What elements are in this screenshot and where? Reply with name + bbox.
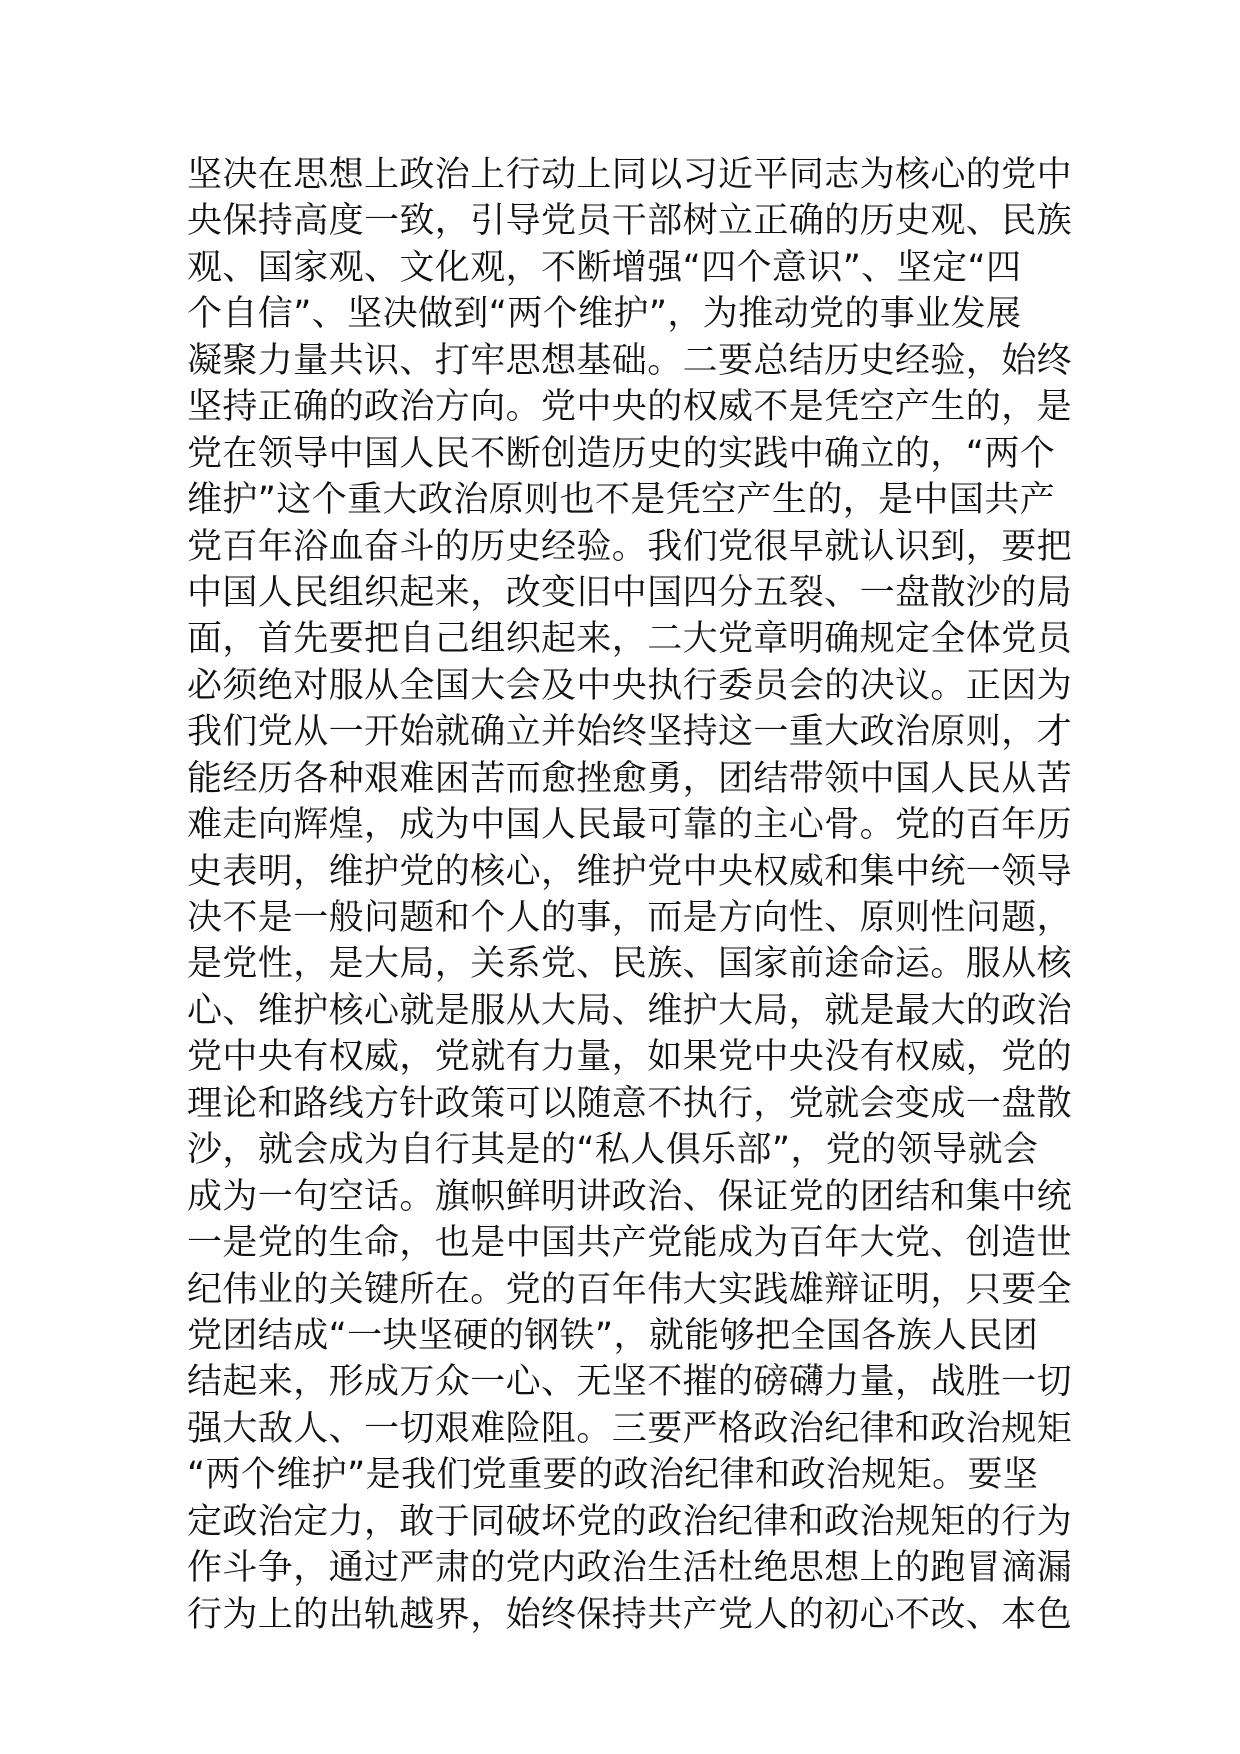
text-line-26: 党团结成“一块坚硬的钢铁”，就能够把全国各族人民团 (187, 1315, 1039, 1356)
text-line-13: 我们党从一开始就确立并始终坚持这一重大政治原则，才 (187, 712, 1073, 753)
body-text (187, 152, 1073, 1638)
text-line-17: 决不是一般问题和个人的事，而是方向性、原则性问题， (187, 898, 1073, 938)
text-line-8: 维护”这个重大政治原则也不是凭空产生的，是中国共产 (187, 480, 1056, 521)
text-line-31: 作斗争，通过严肃的党内政治生活杜绝思想上的跑冒滴漏 (187, 1548, 1073, 1589)
text-line-14: 能经历各种艰难困苦而愈挫愈勇，团结带领中国人民从苦 (187, 758, 1073, 799)
text-line-29: “两个维护”是我们党重要的政治纪律和政治规矩。要坚 (187, 1455, 1039, 1496)
text-line-11: 面，首先要把自己组织起来，二大党章明确规定全体党员 (187, 619, 1073, 660)
text-line-21: 理论和路线方针政策可以随意不执行，党就会变成一盘散 (187, 1083, 1073, 1124)
text-line-10: 中国人民组织起来，改变旧中国四分五裂、一盘散沙的局 (187, 572, 1073, 613)
text-line-6: 坚持正确的政治方向。党中央的权威不是凭空产生的，是 (187, 387, 1073, 428)
text-line-28: 强大敌人、一切艰难险阻。三要严格政治纪律和政治规矩 (187, 1408, 1073, 1449)
text-line-15: 难走向辉煌，成为中国人民最可靠的主心骨。党的百年历 (187, 805, 1073, 846)
text-line-2: 央保持高度一致，引导党员干部树立正确的历史观、民族 (187, 201, 1073, 242)
text-line-16: 史表明，维护党的核心，维护党中央权威和集中统一领导 (187, 851, 1073, 892)
text-line-24: 一是党的生命，也是中国共产党能成为百年大党、创造世 (187, 1223, 1073, 1264)
text-line-12: 必须绝对服从全国大会及中央执行委员会的决议。正因为 (187, 665, 1073, 706)
text-line-3: 观、国家观、文化观，不断增强“四个意识”、坚定“四 (187, 247, 1022, 288)
text-line-25: 纪伟业的关键所在。党的百年伟大实践雄辩证明，只要全 (187, 1269, 1073, 1310)
text-line-20: 党中央有权威，党就有力量，如果党中央没有权威，党的 (187, 1037, 1073, 1078)
text-line-1: 坚决在思想上政治上行动上同以习近平同志为核心的党中 (187, 155, 1073, 195)
text-line-27: 结起来，形成万众一心、无坚不摧的磅礴力量，战胜一切 (187, 1362, 1073, 1403)
text-line-9: 党百年浴血奋斗的历史经验。我们党很早就认识到，要把 (187, 526, 1073, 567)
text-line-32: 行为上的出轨越界，始终保持共产党人的初心不改、本色 (187, 1594, 1073, 1635)
text-line-4: 个自信”、坚决做到“两个维护”，为推动党的事业发展 (187, 294, 1022, 335)
text-line-23: 成为一句空话。旗帜鲜明讲政治、保证党的团结和集中统 (187, 1176, 1073, 1217)
text-line-18: 是党性，是大局，关系党、民族、国家前途命运。服从核 (187, 944, 1073, 985)
text-line-19: 心、维护核心就是服从大局、维护大局，就是最大的政治 (187, 990, 1073, 1031)
text-line-22: 沙，就会成为自行其是的“私人俱乐部”，党的领导就会 (187, 1130, 1039, 1171)
text-line-30: 定政治定力，敢于同破坏党的政治纪律和政治规矩的行为 (187, 1501, 1073, 1542)
text-line-7: 党在领导中国人民不断创造历史的实践中确立的，“两个 (187, 433, 1056, 474)
text-line-5: 凝聚力量共识、打牢思想基础。二要总结历史经验，始终 (187, 340, 1073, 381)
